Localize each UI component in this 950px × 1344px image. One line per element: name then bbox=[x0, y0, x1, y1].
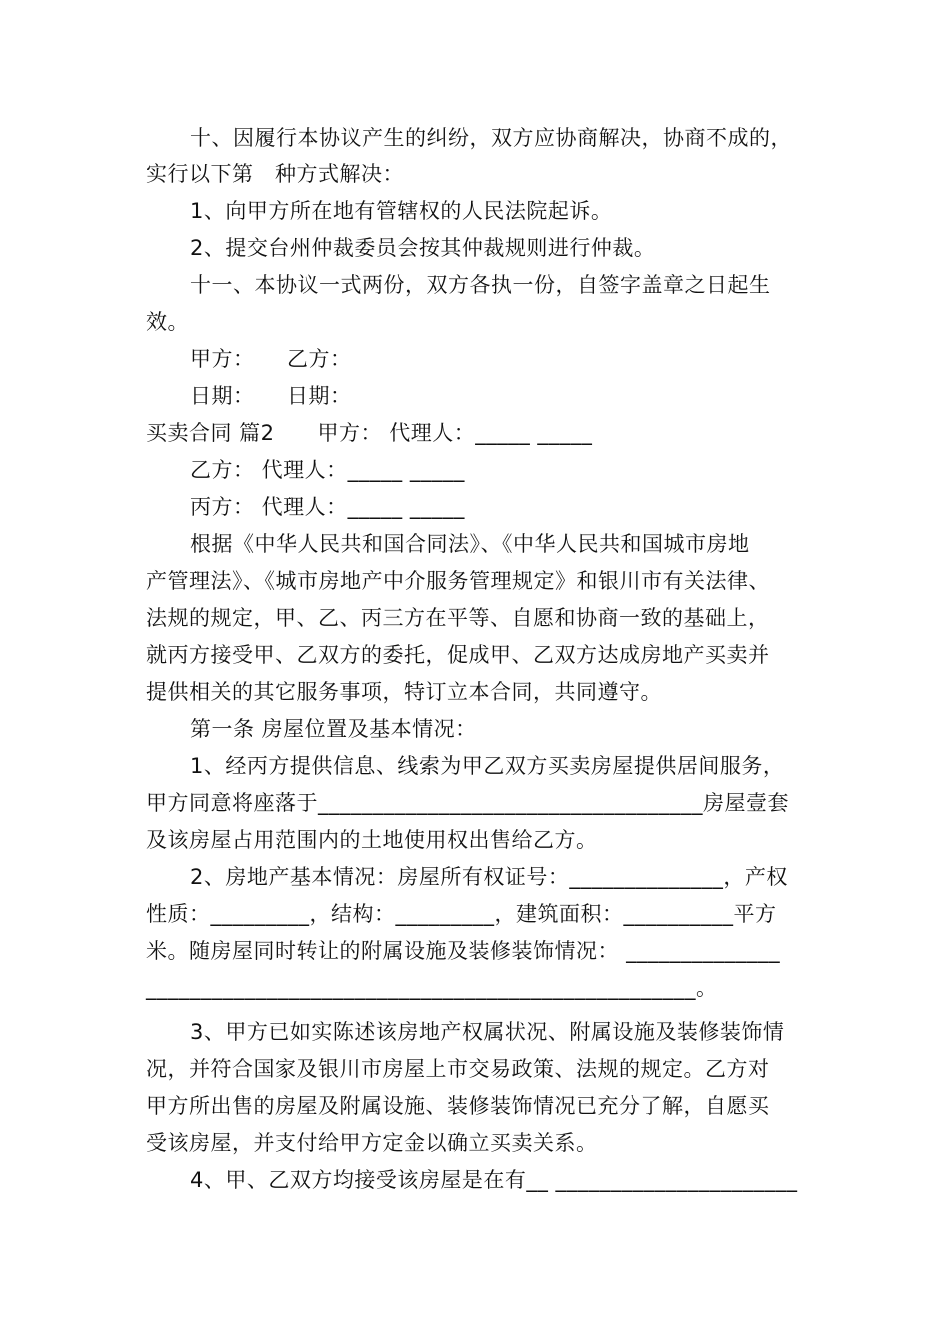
paragraph-line: 3、甲方已如实陈述该房地产权属状况、附属设施及装修装饰情 bbox=[190, 1020, 785, 1044]
party-line: 丙方： 代理人：_____ _____ bbox=[190, 495, 465, 519]
paragraph-line: __________________________________________________。 bbox=[146, 976, 718, 1000]
paragraph-line: 效。 bbox=[146, 310, 189, 334]
paragraph-line: 就丙方接受甲、乙双方的委托，促成甲、乙双方达成房地产买卖并 bbox=[146, 643, 770, 667]
paragraph-line: 2、房地产基本情况：房屋所有权证号：______________，产权 bbox=[190, 865, 788, 889]
paragraph-line: 十、因履行本协议产生的纠纷，双方应协商解决，协商不成的， bbox=[190, 126, 792, 150]
date-line: 日期： 日期： bbox=[190, 384, 352, 408]
article-heading: 第一条 房屋位置及基本情况： bbox=[190, 717, 477, 741]
paragraph-line: 提供相关的其它服务事项，特订立本合同，共同遵守。 bbox=[146, 680, 662, 704]
paragraph-line: 1、经丙方提供信息、线索为甲乙双方买卖房屋提供居间服务， bbox=[190, 754, 785, 778]
section-heading: 买卖合同 篇2 甲方： 代理人：_____ _____ bbox=[146, 421, 593, 445]
party-line: 乙方： 代理人：_____ _____ bbox=[190, 458, 465, 482]
paragraph-line: 况，并符合国家及银川市房屋上市交易政策、法规的规定。乙方对 bbox=[146, 1057, 770, 1081]
paragraph-line: 1、向甲方所在地有管辖权的人民法院起诉。 bbox=[190, 199, 613, 223]
paragraph-line: 法规的规定，甲、乙、丙三方在平等、自愿和协商一致的基础上， bbox=[146, 606, 770, 630]
paragraph-line: 甲方同意将座落于___________________________________房屋壹套 bbox=[146, 791, 789, 815]
paragraph-line: 根据《中华人民共和国合同法》、《中华人民共和国城市房地 bbox=[190, 532, 750, 556]
paragraph-line: 十一、本协议一式两份，双方各执一份，自签字盖章之日起生 bbox=[190, 273, 771, 297]
paragraph-line: 2、提交台州仲裁委员会按其仲裁规则进行仲裁。 bbox=[190, 236, 656, 260]
paragraph-line: 及该房屋占用范围内的土地使用权出售给乙方。 bbox=[146, 828, 598, 852]
paragraph-line: 受该房屋，并支付给甲方定金以确立买卖关系。 bbox=[146, 1131, 598, 1155]
paragraph-line: 4、甲、乙双方均接受该房屋是在有__ ______________________ bbox=[190, 1168, 798, 1192]
paragraph-line: 甲方所出售的房屋及附属设施、装修装饰情况已充分了解，自愿买 bbox=[146, 1094, 770, 1118]
signature-line: 甲方： 乙方： bbox=[190, 347, 352, 371]
paragraph-line: 米。随房屋同时转让的附属设施及装修装饰情况： ______________ bbox=[146, 939, 781, 963]
paragraph-line: 性质：_________，结构：_________，建筑面积：__________平方 bbox=[146, 902, 777, 926]
paragraph-line: 实行以下第 种方式解决： bbox=[146, 162, 404, 186]
paragraph-line: 产管理法》、《城市房地产中介服务管理规定》和银川市有关法律、 bbox=[146, 569, 770, 593]
